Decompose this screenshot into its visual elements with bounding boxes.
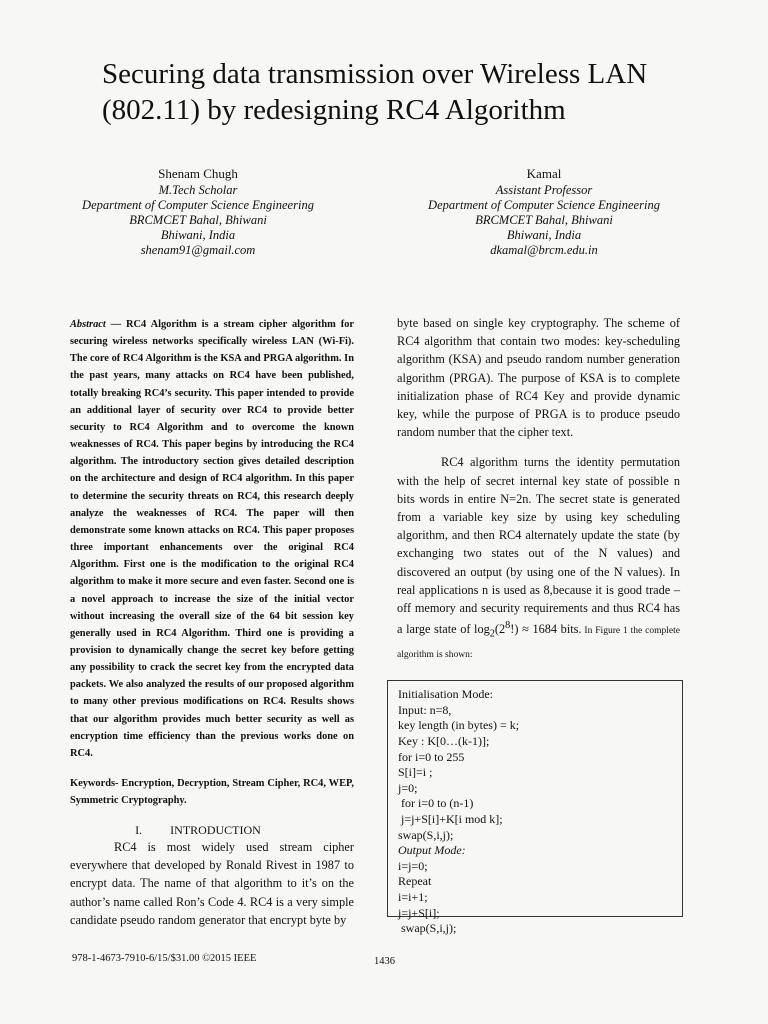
algorithm-line: S[i]=i ; [398,765,433,780]
footer-isbn: 978-1-4673-7910-6/15/$31.00 ©2015 IEEE [72,953,257,964]
para-text: (2 [494,622,506,637]
algorithm-line: for i=0 to 255 [398,749,465,764]
author-institution: BRCMCET Bahal, Bhiwani [129,213,267,227]
author-location: Bhiwani, India [160,228,236,242]
algorithm-box [387,680,683,936]
author-role: M.Tech Scholar [158,183,238,197]
para-text: !) ≈ 1684 bits. [510,622,582,637]
para-text: RC4 algorithm turns the identity permutation with the help of secret internal key state of possible n bits words in entire N=2n. The secret state is generated from a variable key size by using key scheduling algorithm, and then RC4 alternately update the state (by exchanging two states out of the N values) and discovered an output (by using one of the N values). In real applications n is used as 8,because it is good trade – off memory and security requirements and thus RC4 has a large state of log [397,455,680,637]
intro-paragraph: RC4 is most widely used stream cipher everywhere that developed by Ronald Rivest in 1987 to encrypt data. The name of that algorithm to it’s on the author’s name called Ron’s Code 4. RC4 is a very simple candidate pseudo random generator that encrypt byte by [70,840,354,927]
author-block [38,166,358,258]
algorithm-line: Initialisation Mode: [398,687,493,702]
algorithm-line: for i=0 to (n-1) [398,796,474,811]
algorithm-line: Input: n=8, [398,702,452,717]
algorithm-line: i=j=0; [398,858,428,873]
paper-title [102,56,702,128]
title-line: Securing data transmission over Wireless LAN [102,58,648,90]
author-email: dkamal@brcm.edu.in [490,243,598,257]
author-institution: BRCMCET Bahal, Bhiwani [475,213,613,227]
body-paragraph [397,453,680,664]
algorithm-line: Output Mode: [398,843,466,858]
abstract-dash: — [105,319,127,330]
abstract-text: RC4 Algorithm is a stream cipher algorithm for securing wireless networks specifically wireless LAN (Wi-Fi). The core of RC4 Algorithm is the KSA and PRGA algorithm. In the past years, many attacks on RC4 have been published, totally breaking RC4’s security. This paper intended to provide an additional layer of security over RC4 to provide better security to RC4 Algorithm and to overcome the known weaknesses of RC4. This paper begins by introducing the RC4 algorithm. The introductory section gives detailed description on the architecture and design of RC4 algorithm. In this paper to determine the security threats on RC4, this research deeply analyze the weaknesses of RC4. The paper will then demonstrate some known attacks on RC4. This paper proposes three important enhancements over the original RC4 Algorithm. First one is the modification to the original RC4 algorithm to make it more secure and even faster. Second one is a novel approach to increase the size of the initial vector without increasing the overall size of the 64 bit session key generally used in RC4 Algorithm. Third one is providing a provision to dynamically change the secret key before getting any possibility to crack the secret key from the encrypted data packets. We also analyzed the results of our proposed algorithm to many other previous modifications on RC4. Results shows that our algorithm provides much better security as well as encryption time efficiency than the previous works done on RC4. [70,319,354,759]
author-block [384,166,704,258]
author-email: shenam91@gmail.com [140,243,256,257]
algorithm-line: swap(S,i,j); [398,827,454,842]
figure-reference: In Figure 1 the complete algorithm is shown: [397,626,680,660]
author-department: Department of Computer Science Engineering [82,198,314,212]
algorithm-line: key length (in bytes) = k; [398,718,520,733]
section-title: INTRODUCTION [170,823,261,838]
author-name: Kamal [526,166,562,181]
author-location: Bhiwani, India [506,228,582,242]
subscript: 2 [489,628,495,640]
section-heading [70,823,354,838]
algorithm-line: swap(S,i,j); [398,921,457,936]
algorithm-line: i=i+1; [398,889,428,904]
algorithm-line: j=j+S[i]; [398,905,440,920]
page-number: 1436 [374,956,395,967]
author-name: Shenam Chugh [158,166,238,181]
algorithm-line: j=j+S[i]+K[i mod k]; [398,811,503,826]
right-column [397,314,680,936]
abstract-lead: Abstract [70,319,106,330]
title-line: (802.11) by redesigning RC4 Algorithm [102,94,566,126]
author-department: Department of Computer Science Engineering [428,198,660,212]
algorithm-line: Key : K[0…(k-1)]; [398,733,490,748]
algorithm-line: Repeat [398,874,432,889]
author-role: Assistant Professor [495,183,593,197]
superscript: 8 [505,620,511,632]
algorithm-line: j=0; [398,780,418,795]
body-paragraph: byte based on single key cryptography. The scheme of RC4 algorithm that contain two modes: key-scheduling algorithm (KSA) and pseudo random number generation algorithm (PRGA). The purpose of KSA is to complete initialization phase of RC4 Key and provide dynamic key, while the purpose of PRGA is to produce pseudo random number that the cipher text. [397,316,680,440]
section-number: I. [135,823,143,838]
abstract [70,316,354,762]
left-column [70,316,354,929]
keywords: Keywords- Encryption, Decryption, Stream Cipher, RC4, WEP, Symmetric Cryptography. [70,778,354,807]
